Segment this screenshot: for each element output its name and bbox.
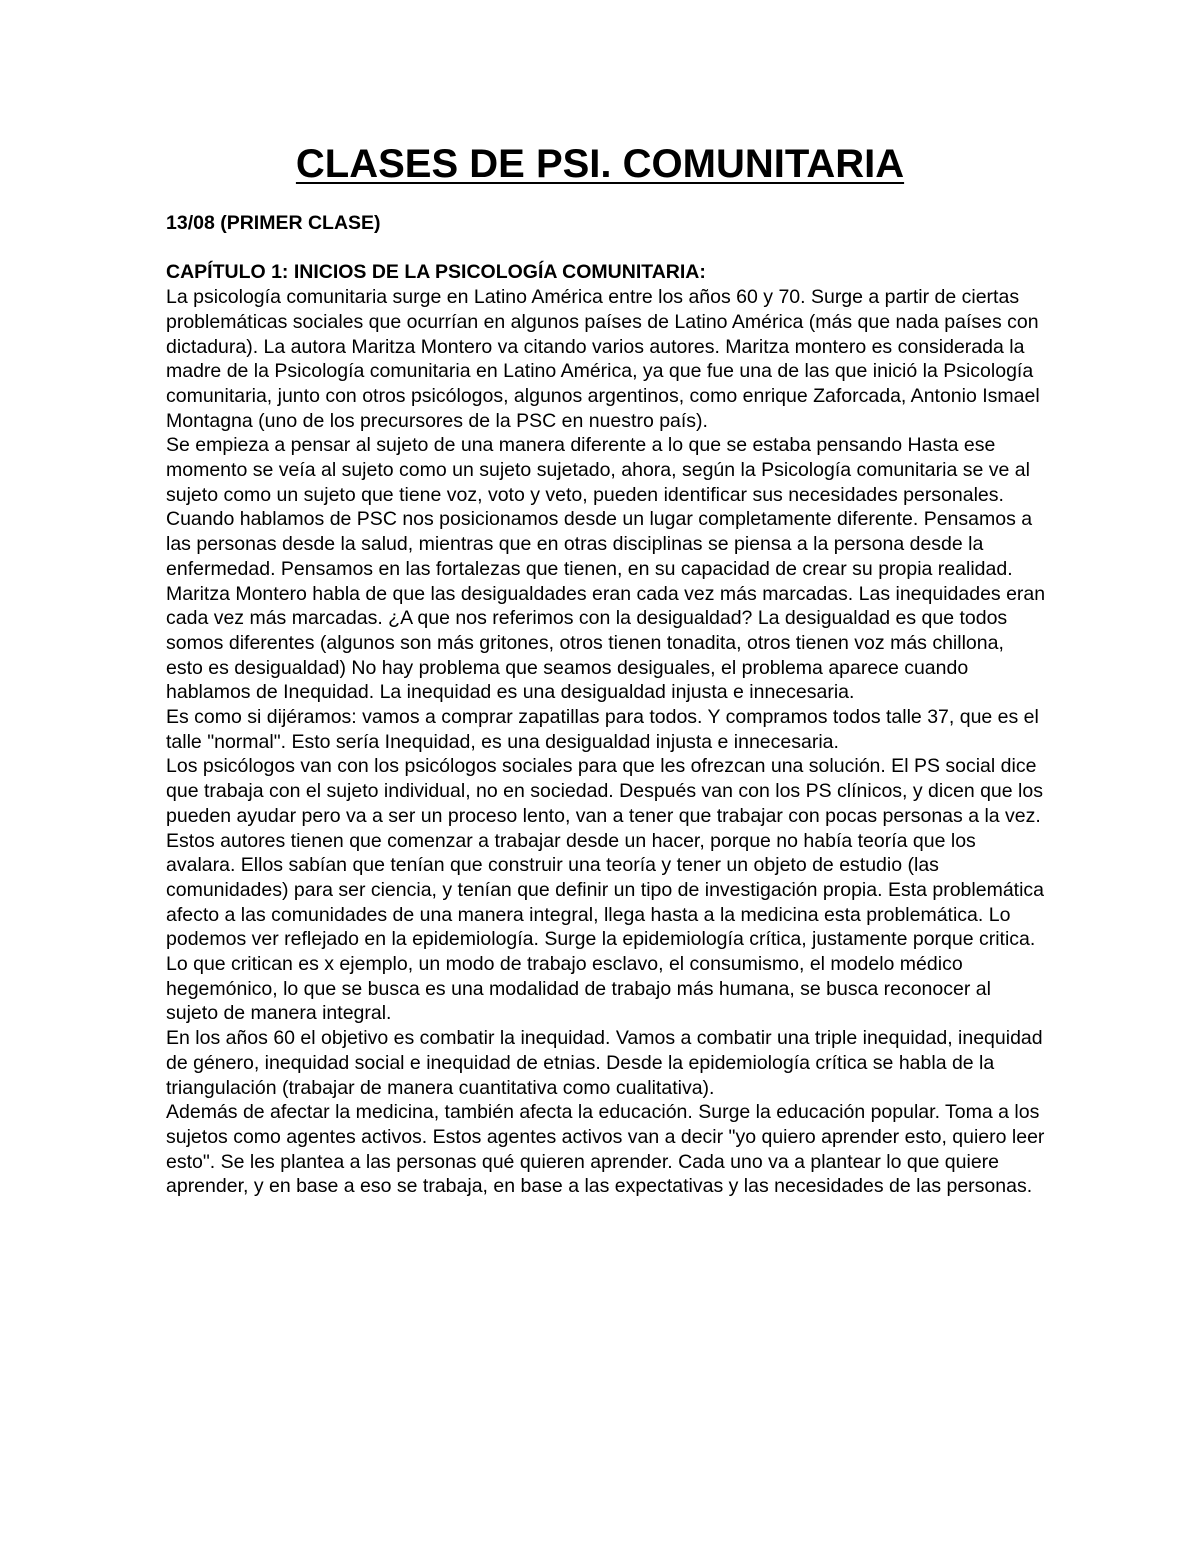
chapter-heading: CAPÍTULO 1: INICIOS DE LA PSICOLOGÍA COMUNITARIA:: [166, 261, 706, 284]
paragraph: Además de afectar la medicina, también afecta la educación. Surge la educación popular. Toma a los sujetos como agentes activos. Estos agentes activos van a decir "yo quiero aprender esto, quiero leer esto". Se les plantea a las personas qué quieren aprender. Cada uno va a plantear lo que quiere aprender, y en base a eso se trabaja, en base a las expectativas y las necesidades de las personas.: [166, 1101, 1045, 1198]
paragraph: La psicología comunitaria surge en Latino América entre los años 60 y 70. Surge a partir de ciertas problemáticas sociales que ocurrían en algunos países de Latino América (más que nada países con dictadura). La autora Maritza Montero va citando varios autores. Maritza montero es considerada la madre de la Psicología comunitaria en Latino América, ya que fue una de las que inició la Psicología comunitaria, junto con otros psicólogos, algunos argentinos, como enrique Zaforcada, Antonio Ismael Montagna (uno de los precursores de la PSC en nuestro país).: [166, 286, 1040, 432]
date-heading: 13/08 (PRIMER CLASE): [166, 212, 381, 234]
paragraph: Maritza Montero habla de que las desigualdades eran cada vez más marcadas. Las inequidades eran cada vez más marcadas. ¿A que nos referimos con la desigualdad? La desigualdad es que todos somos diferentes (algunos son más gritones, otros tienen tonadita, otros tienen voz más chillona, esto es desigualdad) No hay problema que seamos desiguales, el problema aparece cuando hablamos de Inequidad. La inequidad es una desigualdad injusta e innecesaria.: [166, 582, 1046, 704]
paragraph: Se empieza a pensar al sujeto de una manera diferente a lo que se estaba pensando Hasta ese momento se veía al sujeto como un sujeto sujetado, ahora, según la Psicología comunitaria se ve al sujeto como un sujeto que tiene voz, voto y veto, pueden identificar sus necesidades personales. Cuando hablamos de PSC nos posicionamos desde un lugar completamente diferente. Pensamos a las personas desde la salud, mientras que en otras disciplinas se piensa a la persona desde la enfermedad. Pensamos en las fortalezas que tienen, en su capacidad de crear su propia realidad.: [166, 434, 1033, 580]
paragraph: Es como si dijéramos: vamos a comprar zapatillas para todos. Y compramos todos talle 37, que es el talle "normal". Esto sería Inequidad, es una desigualdad injusta e innecesaria.: [166, 706, 1039, 753]
paragraph: En los años 60 el objetivo es combatir la inequidad. Vamos a combatir una triple inequidad, inequidad de género, inequidad social e inequidad de etnias. Desde la epidemiología crítica se habla de la triangulación (trabajar de manera cuantitativa como cualitativa).: [166, 1027, 1043, 1099]
document-body: [166, 211, 1046, 1199]
document-title: CLASES DE PSI. COMUNITARIA: [295, 142, 905, 186]
paragraph: Los psicólogos van con los psicólogos sociales para que les ofrezcan una solución. El PS social dice que trabaja con el sujeto individual, no en sociedad. Después van con los PS clínicos, y dicen que los pueden ayudar pero va a ser un proceso lento, van a tener que trabajar con pocas personas a la vez. Estos autores tienen que comenzar a trabajar desde un hacer, porque no había teoría que los avalara. Ellos sabían que tenían que construir una teoría y tener un objeto de estudio (las comunidades) para ser ciencia, y tenían que definir un tipo de investigación propia. Esta problemática afecto a las comunidades de una manera integral, llega hasta a la medicina esta problemática. Lo podemos ver reflejado en la epidemiología. Surge la epidemiología crítica, justamente porque critica. Lo que critican es x ejemplo, un modo de trabajo esclavo, el consumismo, el modelo médico hegemónico, lo que se busca es una modalidad de trabajo más humana, se busca reconocer al sujeto de manera integral.: [166, 755, 1045, 1025]
